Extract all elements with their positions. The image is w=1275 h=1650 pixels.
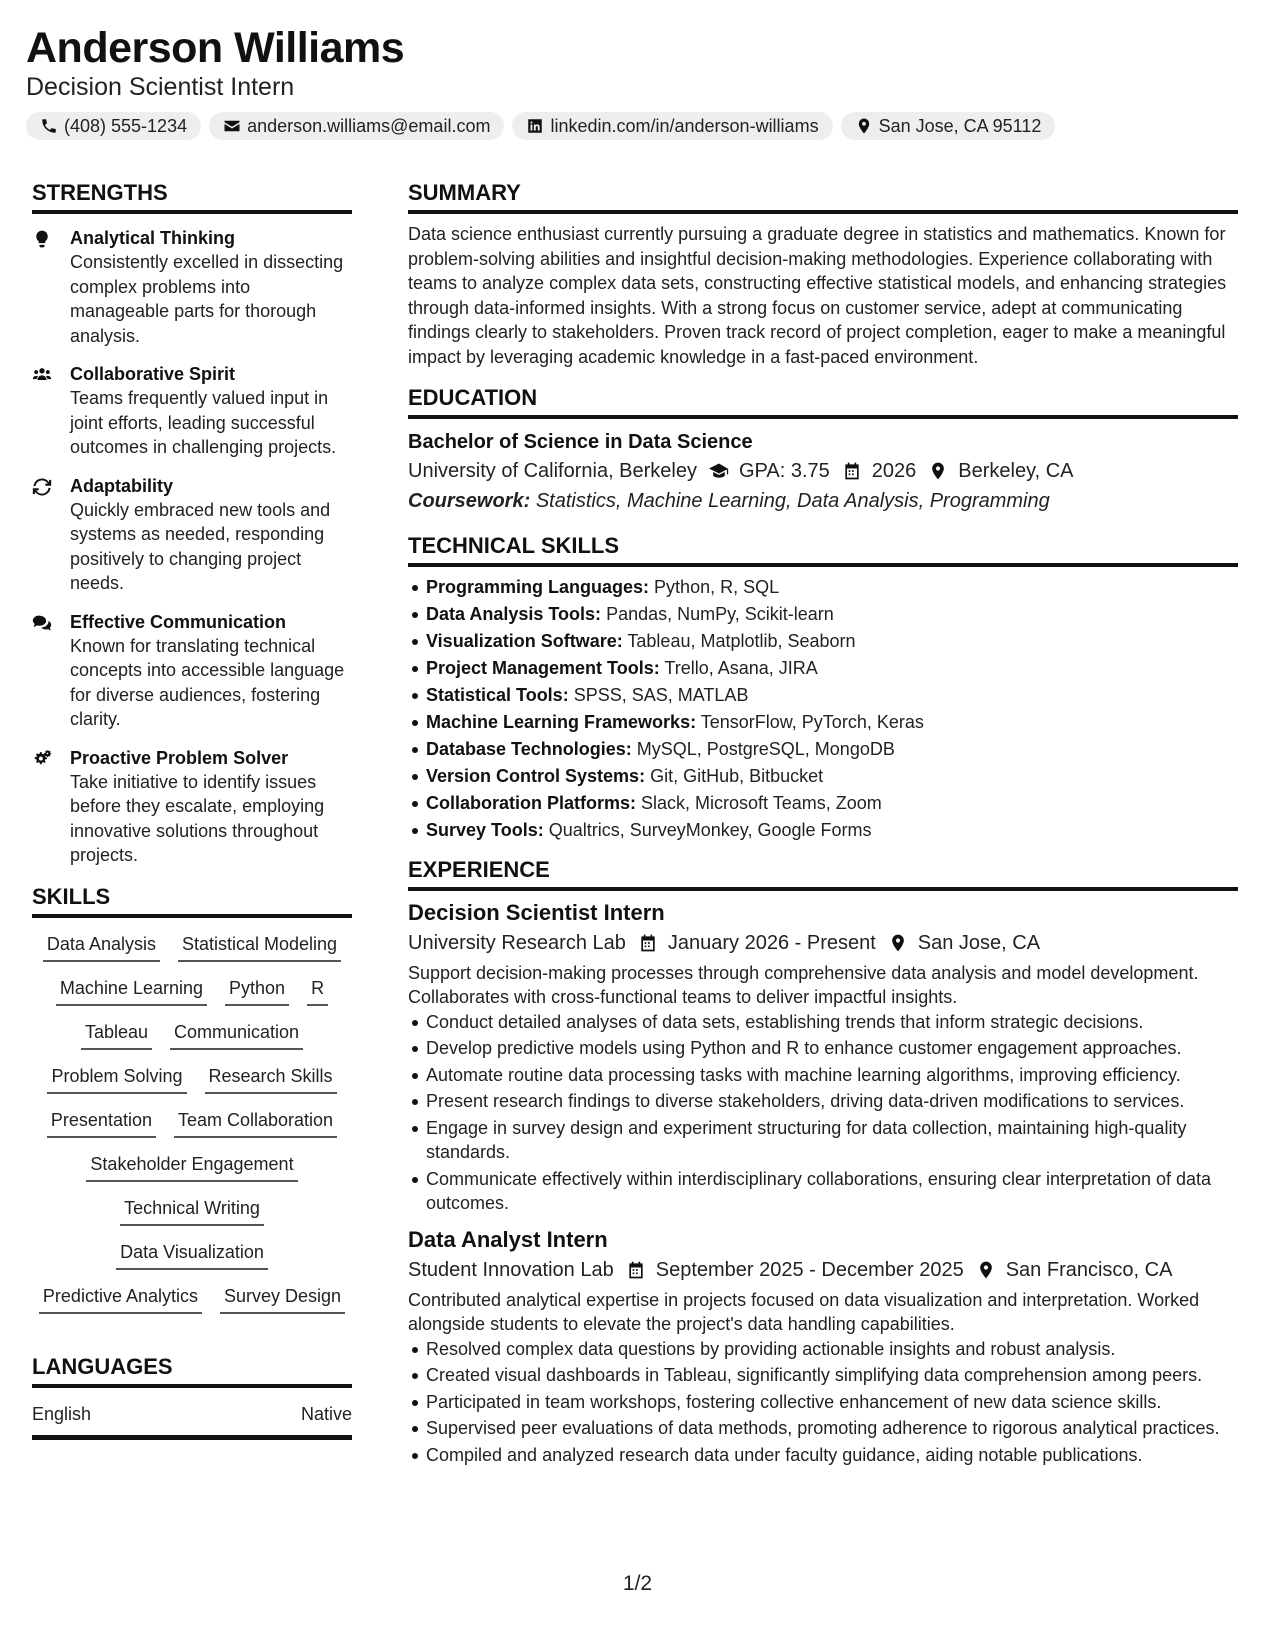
email-contact[interactable] — [209, 112, 504, 140]
sidebar — [32, 178, 352, 1440]
job-bullet: Present research findings to diverse stakeholders, driving data-driven modifications to services. — [426, 1089, 1238, 1114]
lightbulb-icon — [32, 229, 52, 249]
tech-skill-item: Data Analysis Tools: Pandas, NumPy, Scikit-learn — [426, 602, 1238, 627]
location-icon — [855, 117, 873, 135]
strength-desc: Quickly embraced new tools and systems as needed, responding positively to changing project needs. — [70, 499, 331, 593]
job-bullet: Conduct detailed analyses of data sets, establishing trends that inform strategic decisions. — [426, 1010, 1238, 1035]
summary-heading: SUMMARY — [408, 178, 1238, 214]
phone-text: (408) 555-1234 — [64, 115, 188, 136]
skill-tag: Communication — [170, 1020, 303, 1050]
education-heading: EDUCATION — [408, 383, 1238, 419]
location-text: San Jose, CA 95112 — [878, 115, 1042, 136]
strength-item — [32, 610, 352, 732]
job-description: Contributed analytical expertise in projects focused on data visualization and interpretation. Worked alongside students to elevate the project's data handling capabilities. — [408, 1289, 1200, 1334]
tech-skill-item: Machine Learning Frameworks: TensorFlow, PyTorch, Keras — [426, 710, 1238, 735]
job-bullet: Communicate effectively within interdisciplinary collaborations, ensuring clear interpretation of data outcomes. — [426, 1167, 1238, 1216]
job-entry — [408, 1226, 1238, 1468]
grad-year: 2026 — [871, 460, 917, 482]
job-bullet: Develop predictive models using Python and R to enhance customer engagement approaches. — [426, 1036, 1238, 1061]
tech-skill-item: Programming Languages: Python, R, SQL — [426, 575, 1238, 600]
strength-desc: Teams frequently valued input in joint efforts, leading successful outcomes in challenging projects. — [70, 388, 337, 457]
phone-contact[interactable] — [26, 112, 201, 140]
job-org: Student Innovation Lab — [408, 1258, 614, 1281]
job-org: University Research Lab — [408, 931, 626, 954]
strengths-list — [32, 222, 352, 868]
tech-skills-heading: TECHNICAL SKILLS — [408, 531, 1238, 567]
coursework-label: Coursework: — [408, 490, 531, 512]
job-bullets — [408, 1337, 1238, 1468]
experience-heading: EXPERIENCE — [408, 855, 1238, 891]
skill-tag: Machine Learning — [56, 976, 207, 1006]
skill-tag: Data Analysis — [43, 932, 160, 962]
tech-skills-list — [408, 575, 1238, 843]
strength-title: Analytical Thinking — [70, 228, 236, 248]
languages-heading: LANGUAGES — [32, 1352, 352, 1388]
skill-tag: Technical Writing — [120, 1196, 264, 1226]
gpa-text: GPA: 3.75 — [739, 460, 830, 482]
skill-tag: Stakeholder Engagement — [86, 1152, 297, 1182]
job-bullet: Created visual dashboards in Tableau, significantly simplifying data comprehension among peers. — [426, 1363, 1238, 1388]
school-name: University of California, Berkeley — [408, 460, 697, 482]
skill-tag: Predictive Analytics — [39, 1284, 202, 1314]
tech-skill-item: Survey Tools: Qualtrics, SurveyMonkey, Google Forms — [426, 818, 1238, 843]
tech-skill-item: Statistical Tools: SPSS, SAS, MATLAB — [426, 683, 1238, 708]
sync-icon — [32, 477, 52, 497]
resume-header — [26, 22, 1256, 140]
skill-tag: Python — [225, 976, 289, 1006]
strength-title: Effective Communication — [70, 611, 287, 632]
job-description: Support decision-making processes through comprehensive data analysis and model development. Collaborates with cross-functional teams to deliver impactful insights. — [408, 962, 1199, 1007]
strength-item — [32, 474, 352, 596]
calendar-icon — [638, 933, 658, 953]
degree-name: Bachelor of Science in Data Science — [408, 431, 753, 453]
job-meta — [408, 927, 1238, 959]
skill-tag: Research Skills — [205, 1064, 337, 1094]
linkedin-text: linkedin.com/in/anderson-williams — [550, 115, 819, 136]
summary-text: Data science enthusiast currently pursuing a graduate degree in statistics and mathematics. Known for problem-solving abilities and insightful decision-making methodologies. Experience collaborating with teams to analyze complex data sets, constructing effective statistical models, and enhancing strategies through data-informed insights. With a strong focus on customer service, adept at communicating findings clearly to stakeholders. Proven track record of project completion, eager to make a meaningful impact by leveraging academic knowledge in a fast-paced environment. — [408, 224, 1227, 367]
graduation-cap-icon — [709, 461, 729, 481]
tech-skill-item: Database Technologies: MySQL, PostgreSQL, MongoDB — [426, 737, 1238, 762]
job-dates: January 2026 - Present — [667, 931, 876, 954]
linkedin-icon — [526, 117, 544, 135]
job-meta — [408, 1254, 1238, 1286]
skill-tag: R — [307, 976, 328, 1006]
language-level: Native — [300, 1403, 352, 1424]
skill-tag: Presentation — [47, 1108, 156, 1138]
coursework — [408, 487, 1238, 515]
strengths-heading: STRENGTHS — [32, 178, 352, 214]
location-contact — [841, 112, 1056, 140]
skill-tag: Team Collaboration — [174, 1108, 337, 1138]
cogs-icon — [32, 749, 52, 769]
strength-item — [32, 362, 352, 460]
skill-tag: Problem Solving — [47, 1064, 186, 1094]
phone-icon — [40, 117, 58, 135]
calendar-icon — [842, 461, 862, 481]
job-bullets — [408, 1010, 1238, 1216]
skill-tag: Survey Design — [220, 1284, 345, 1314]
linkedin-contact[interactable] — [512, 112, 832, 140]
coursework-list: Statistics, Machine Learning, Data Analysis, Programming — [535, 490, 1050, 512]
job-bullet: Supervised peer evaluations of data methods, promoting adherence to rigorous analytical practices. — [426, 1416, 1238, 1441]
main-content — [408, 178, 1238, 1477]
skill-tag: Data Visualization — [116, 1240, 268, 1270]
page-number: 1/2 — [622, 1572, 653, 1595]
tech-skill-item: Visualization Software: Tableau, Matplotlib, Seaborn — [426, 629, 1238, 654]
skill-tag: Tableau — [81, 1020, 152, 1050]
candidate-name: Anderson Williams — [26, 24, 405, 72]
strength-desc: Consistently excelled in dissecting complex problems into manageable parts for thorough analysis. — [70, 252, 344, 346]
school-location: Berkeley, CA — [958, 460, 1074, 482]
strength-title: Adaptability — [70, 475, 174, 496]
job-bullet: Automate routine data processing tasks with machine learning algorithms, improving efficiency. — [426, 1063, 1238, 1088]
skills-list — [32, 926, 352, 1314]
users-icon — [32, 365, 52, 385]
contact-bar — [26, 112, 1256, 140]
language-row — [32, 1396, 352, 1440]
job-bullet: Participated in team workshops, fostering collective enhancement of new data science skills. — [426, 1390, 1238, 1415]
email-icon — [223, 117, 241, 135]
job-bullet: Engage in survey design and experiment structuring for data collection, maintaining high-quality standards. — [426, 1116, 1238, 1165]
education-meta — [408, 455, 1238, 487]
strength-title: Proactive Problem Solver — [70, 747, 289, 768]
job-location: San Jose, CA — [917, 931, 1041, 954]
strength-desc: Take initiative to identify issues before they escalate, employing innovative solutions throughout projects. — [70, 771, 325, 865]
skills-heading: SKILLS — [32, 882, 352, 918]
location-icon — [888, 933, 908, 953]
language-name: English — [32, 1403, 92, 1424]
tech-skill-item: Collaboration Platforms: Slack, Microsoft Teams, Zoom — [426, 791, 1238, 816]
calendar-icon — [626, 1260, 646, 1280]
strength-item — [32, 746, 352, 868]
skill-tag: Statistical Modeling — [178, 932, 341, 962]
strength-title: Collaborative Spirit — [70, 364, 236, 384]
strength-desc: Known for translating technical concepts into accessible language for diverse audiences, fostering clarity. — [70, 635, 345, 729]
tech-skill-item: Project Management Tools: Trello, Asana, JIRA — [426, 656, 1238, 681]
location-icon — [928, 461, 948, 481]
job-bullet: Compiled and analyzed research data under faculty guidance, aiding notable publications. — [426, 1443, 1238, 1468]
job-title: Data Analyst Intern — [408, 1226, 608, 1252]
candidate-title: Decision Scientist Intern — [26, 73, 295, 101]
job-title: Decision Scientist Intern — [408, 899, 665, 925]
job-dates: September 2025 - December 2025 — [655, 1258, 964, 1281]
job-entry — [408, 899, 1238, 1216]
comments-icon — [32, 613, 52, 633]
job-bullet: Resolved complex data questions by providing actionable insights and robust analysis. — [426, 1337, 1238, 1362]
email-text: anderson.williams@email.com — [247, 115, 491, 136]
location-icon — [976, 1260, 996, 1280]
job-location: San Francisco, CA — [1005, 1258, 1173, 1281]
strength-item — [32, 226, 352, 348]
tech-skill-item: Version Control Systems: Git, GitHub, Bitbucket — [426, 764, 1238, 789]
